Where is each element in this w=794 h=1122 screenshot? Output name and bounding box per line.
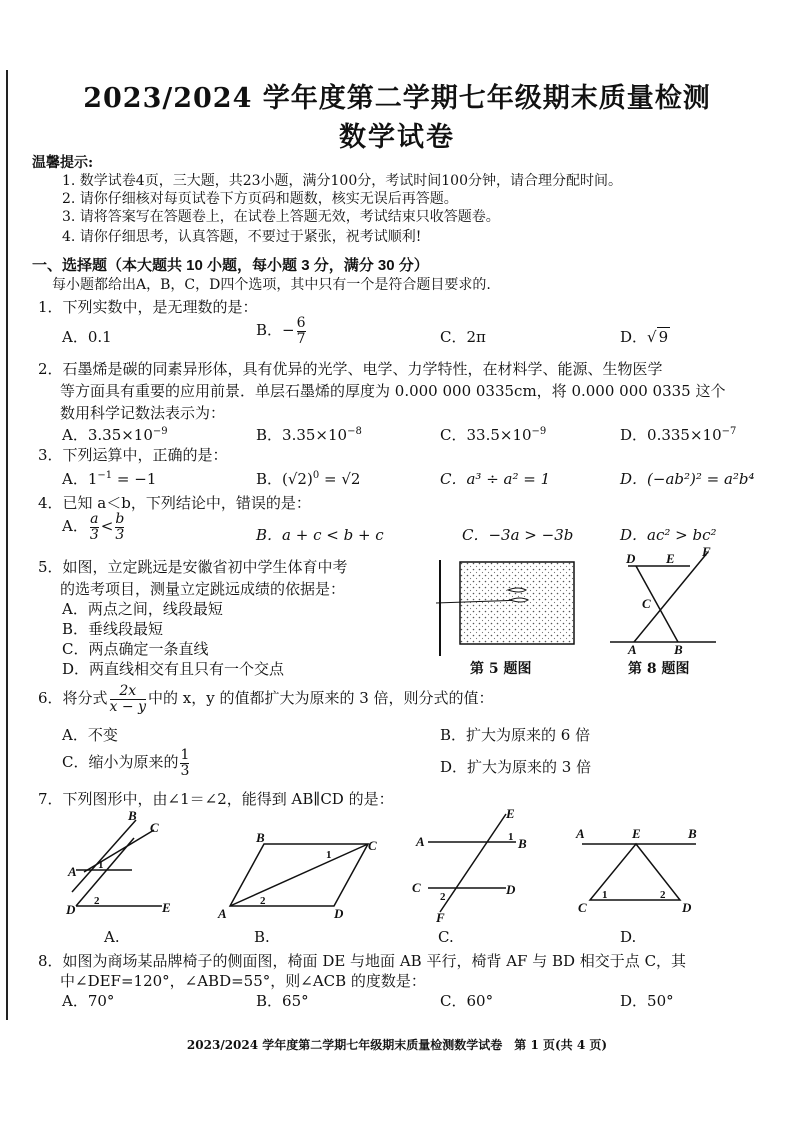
q1-option-d: D．√ 9 [620, 328, 669, 346]
question-1-stem: 1．下列实数中，是无理数的是： [38, 298, 258, 316]
svg-text:2: 2 [660, 889, 666, 901]
q7-figure-a [62, 810, 192, 922]
q3-option-c: C．a³ ÷ a² = 1 [440, 470, 551, 488]
tips-label: 温馨提示: [32, 155, 94, 171]
question-5-line: 的选考项目，测量立定跳远成绩的依据是： [60, 580, 346, 598]
section-title: 一、选择题（本大题共 10 小题，每小题 3 分，满分 30 分） [32, 257, 429, 274]
q2-option-c: C．$33.5\times 10^{-9}$ [440, 426, 547, 444]
svg-text:1: 1 [602, 889, 608, 901]
svg-text:2: 2 [94, 895, 100, 907]
q3-option-a: A．$1^{-1} = -1$ [62, 470, 157, 488]
q5-option-a: A．两点之间，线段最短 [62, 600, 223, 618]
q5-option-d: D．两直线相交有且只有一个交点 [62, 660, 285, 678]
question-2-line: 数用科学记数法表示为： [60, 404, 226, 422]
tip-item: 1. 数学试卷4页，三大题，共23小题，满分100分，考试时间100分钟，请合理分配时间。 [62, 173, 622, 189]
question-8-line: 8．如图为商场某品牌椅子的侧面图，椅面 DE 与地面 AB 平行，椅背 AF 与 BD 相交于点 C，其 [38, 952, 687, 970]
svg-text:E: E [162, 900, 171, 915]
page-footer: 2023/2024 学年度第二学期七年级期末质量检测数学试卷 第 1 页(共 4 页) [186, 1038, 608, 1052]
svg-text:C: C [412, 880, 421, 895]
svg-text:A: A [416, 834, 425, 849]
svg-text:1: 1 [508, 831, 514, 843]
q2-option-b: B．$3.35\times 10^{-8}$ [256, 426, 362, 444]
q1-option-b: B．− $\frac{6}{7}$ [256, 315, 306, 347]
q7-figure-d [572, 822, 702, 918]
tip-item: 4. 请你仔细思考，认真答题，不要过于紧张，祝考试顺利! [62, 229, 422, 245]
question-7-stem: 7．下列图形中，由∠1＝∠2，能得到 AB∥CD 的是： [38, 790, 394, 808]
question-6-stem: 6．将分式 $\frac{2x}{x - y}$ 中的 x，y 的值都扩大为原来的 3 倍，则分式的值： [38, 683, 494, 715]
q8-option-c: C．60° [440, 992, 494, 1010]
svg-text:B: B [256, 830, 265, 845]
tip-item: 3. 请将答案写在答题卷上，在试卷上答题无效，考试结束只收答题卷。 [62, 209, 500, 225]
q6-option-b: B．扩大为原来的 6 倍 [440, 726, 591, 744]
svg-text:D: D [334, 906, 344, 920]
q1-option-c: C．2π [440, 328, 486, 346]
svg-text:B: B [688, 826, 697, 841]
svg-text:A: A [576, 826, 585, 841]
svg-text:D: D [626, 551, 636, 566]
svg-text:E: E [666, 551, 675, 566]
q7-label-a: A. [104, 928, 120, 946]
q3-option-d: D．(−ab²)² = a²b⁴ [620, 470, 755, 488]
svg-text:C: C [578, 900, 587, 915]
q5-option-b: B．垂线段最短 [62, 620, 164, 638]
q6-option-d: D．扩大为原来的 3 倍 [440, 758, 592, 776]
q4-option-d: D．ac² > bc² [620, 526, 717, 544]
svg-text:D: D [506, 882, 516, 897]
binding-line [6, 70, 8, 1020]
q8-option-d: D．50° [620, 992, 674, 1010]
svg-text:C: C [150, 820, 159, 835]
q3-option-b: B．$(√2)^0 = √2$ [256, 470, 361, 488]
q7-figure-b [216, 828, 386, 920]
tip-item: 2. 请你仔细核对每页试卷下方页码和题数，核实无误后再答题。 [62, 191, 458, 207]
svg-text:1: 1 [98, 859, 104, 871]
svg-text:A: A [628, 642, 637, 656]
question-2-line: 2．石墨烯是碳的同素异形体，具有优异的光学、电学、力学特性，在材料学、能源、生物医学 [38, 360, 663, 378]
question-8-line: 中∠DEF=120°，∠ABD=55°，则∠ACB 的度数是： [60, 972, 426, 990]
q6-option-a: A．不变 [62, 726, 118, 744]
q7-label-b: B. [254, 928, 270, 946]
figure-8-chair [610, 544, 720, 656]
figure-5-caption: 第 5 题图 [470, 661, 532, 677]
svg-text:F: F [702, 544, 711, 559]
page-title: 2023/2024 学年度第二学期七年级期末质量检测 [83, 83, 711, 114]
section-note: 每小题都给出A，B，C，D四个选项，其中只有一个是符合题目要求的. [52, 277, 491, 293]
q8-option-a: A．70° [62, 992, 115, 1010]
q7-label-d: D. [620, 928, 637, 946]
question-3-stem: 3．下列运算中，正确的是： [38, 446, 228, 464]
svg-text:D: D [66, 902, 76, 917]
svg-text:B: B [518, 836, 527, 851]
q4-option-b: B．a + c < b + c [256, 526, 384, 544]
svg-text:E: E [632, 826, 641, 841]
figure-5-long-jump [430, 556, 580, 660]
page-subtitle: 数学试卷 [339, 122, 455, 153]
svg-text:A: A [218, 906, 227, 920]
svg-text:B: B [674, 642, 683, 656]
svg-text:1: 1 [326, 849, 332, 861]
svg-text:B: B [128, 810, 137, 823]
q6-option-c: C．缩小为原来的 $\frac{1}{3}$ [62, 747, 190, 779]
q7-label-c: C. [438, 928, 454, 946]
q4-option-a: A． $\frac{a}{3}$ < $\frac{b}{3}$ [62, 511, 125, 543]
q1-option-a: A．0.1 [62, 328, 112, 346]
svg-text:E: E [506, 808, 515, 821]
svg-text:2: 2 [440, 891, 446, 903]
q5-option-c: C．两点确定一条直线 [62, 640, 209, 658]
svg-text:C: C [368, 838, 377, 853]
q4-option-c: C．−3a > −3b [462, 526, 574, 544]
q2-option-a: A．$3.35\times 10^{-9}$ [62, 426, 168, 444]
question-4-stem: 4．已知 a＜b，下列结论中，错误的是： [38, 494, 311, 512]
question-2-line: 等方面具有重要的应用前景．单层石墨烯的厚度为 0.000 000 0335cm，将 0.000 000 0335 这个 [60, 382, 726, 400]
svg-text:F: F [436, 910, 445, 922]
svg-text:C: C [642, 596, 651, 611]
svg-text:D: D [682, 900, 692, 915]
q7-figure-c [410, 808, 540, 922]
svg-text:A: A [68, 864, 77, 879]
figure-8-caption: 第 8 题图 [628, 661, 690, 677]
svg-text:2: 2 [260, 895, 266, 907]
q2-option-d: D．$0.335\times 10^{-7}$ [620, 426, 737, 444]
q8-option-b: B．65° [256, 992, 309, 1010]
question-5-line: 5．如图，立定跳远是安徽省初中学生体育中考 [38, 558, 348, 576]
